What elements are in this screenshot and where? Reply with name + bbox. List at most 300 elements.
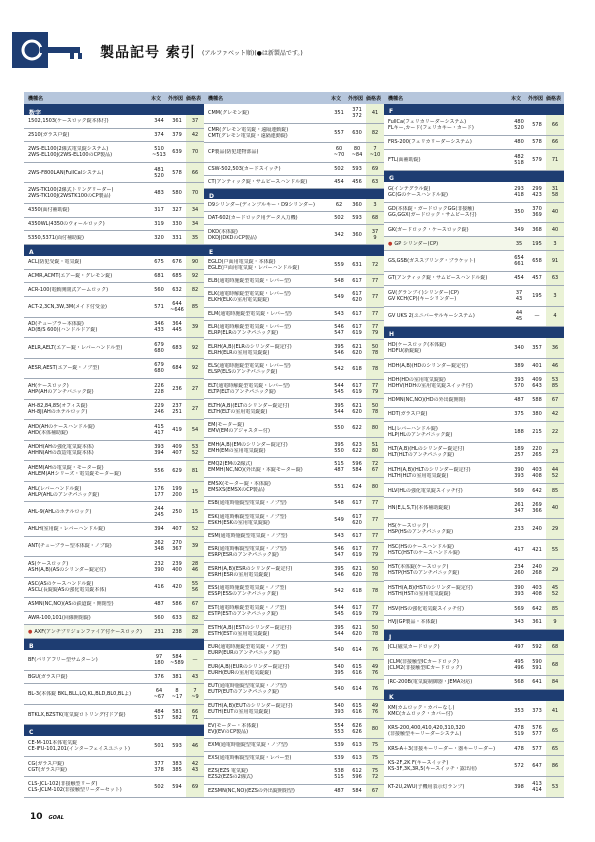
product-name-line [208,572,330,578]
product-name-text: ELRH(ELRの室用電気錠錠) [208,349,270,356]
text-page-value: 351 [334,110,344,117]
index-row [384,338,564,359]
text-page [330,202,348,208]
diagram-page-value: 368 [532,226,542,233]
product-name [388,606,510,612]
product-name-line [28,746,150,752]
diagram-page [528,411,546,417]
product-name-text: EXM(通電時施錠型電気錠・ノブ型) [208,741,288,748]
text-page [330,605,348,617]
diagram-page-value: — [534,313,540,320]
diagram-page [168,427,186,433]
price-page [366,124,384,143]
price-page [186,218,204,231]
product-name-text: AD(B/S 600)(ハンドルドア錠) [28,327,98,334]
price-page-value: 42 [191,131,199,138]
diagram-page [168,688,186,700]
product-name [28,543,150,549]
product-name [28,132,150,138]
price-page-value: 79 [371,388,379,395]
product-name-text: GK(ガードロック・ケースロック錠) [388,226,469,233]
price-page [186,256,204,269]
page-header [12,32,587,68]
diagram-page-value: 582 [172,714,182,721]
index-row [204,212,384,225]
product-name [28,304,150,310]
text-page-value: 62 [335,202,343,209]
diagram-page [348,130,366,136]
index-row [384,676,564,690]
price-page-value: 52 [191,526,199,533]
index-row [204,765,384,785]
text-page-value: 483 [154,190,164,197]
text-page [330,742,348,748]
index-row [24,297,204,318]
text-page [150,362,168,374]
price-page [366,752,384,764]
product-name-text: AHHN(AHの改造電気錠本体) [28,450,94,457]
text-page-value: 180 [154,659,164,666]
diagram-page-value: ~589 [170,659,184,666]
product-name-text: EMSX(モーター錠・本体錠) [208,480,271,487]
product-name-line [388,452,510,458]
index-row [384,251,564,272]
text-page-value: 390 [514,467,524,474]
brand-logo: GOAL [48,815,64,821]
product-name-text: CE-IFU-101,201(インターフェイスユニット) [28,746,130,753]
diagram-page [528,446,546,458]
diagram-page-value: 268 [532,570,542,577]
price-page-value: 68 [551,661,559,668]
diagram-page-value: 584 [352,467,362,474]
text-page-value: 569 [514,605,524,612]
diagram-page [168,629,186,635]
price-page [186,204,204,217]
product-name-text: HDMN(NC,NO)(HDの外出錠開閉) [388,397,466,404]
section-letter: K [389,693,394,701]
diagram-page-value: 372 [352,113,362,120]
price-page [366,212,384,224]
product-name [208,442,330,454]
diagram-page-value: 239 [172,560,182,567]
text-page [150,287,168,293]
product-name [28,170,150,176]
product-name-line [388,746,510,752]
text-page-value: 343 [514,619,524,626]
text-page-value: 538 [334,768,344,775]
index-row [24,482,204,503]
diagram-page-value: ~84 [351,152,363,159]
price-page-value: 72 [371,261,379,268]
product-name-line [388,258,510,264]
diagram-page-value: 588 [532,397,542,404]
index-row [384,641,564,655]
diagram-page-value: 413 [532,780,542,787]
product-name-text: 4350WL(4350のウォールロック) [28,220,105,227]
diagram-page [348,742,366,748]
product-name [28,657,150,663]
product-name-line [208,133,330,139]
price-page [366,765,384,784]
product-name-line [208,689,330,695]
price-page-value: 52 [551,591,559,598]
text-page-value: ~70 [333,152,345,159]
text-page-value: 543 [334,310,344,317]
product-name [208,566,330,578]
diagram-page-value: 619 [352,330,362,337]
price-page [546,560,564,580]
diagram-page-value: ~646 [170,306,184,313]
product-name [28,561,150,573]
index-row [384,560,564,581]
diagram-page-value: 238 [172,628,182,635]
product-name-line [28,118,150,124]
text-page-value: 246 [154,409,164,416]
price-page-value: 81 [191,467,199,474]
text-page [510,725,528,737]
product-name-text: ASMN(NC,NO)(ASの鉄道錠・開閉型) [28,601,114,608]
index-row [24,461,204,482]
diagram-page [528,746,546,752]
text-page-value: 393 [154,444,164,451]
diagram-page [168,584,186,590]
price-page [546,602,564,615]
product-name-line [28,152,150,158]
product-name-line [28,601,150,607]
price-page-value: 67 [371,787,379,794]
product-name [208,344,330,356]
product-name [388,426,510,438]
diagram-page-value: 380 [532,411,542,418]
text-page-value: 394 [154,450,164,457]
product-name [388,679,510,685]
product-name-text: EGLD(戸面用電気錠・本体錠) [208,258,276,265]
text-page-value: 543 [334,532,344,539]
price-page [366,458,384,477]
price-page [186,684,204,704]
product-name [388,619,510,625]
price-page-value: 43 [191,766,199,773]
text-page-value: 60 [335,146,343,153]
index-row [384,408,564,422]
diagram-page [348,484,366,490]
section-letter: F [389,108,394,115]
product-name-line [388,157,510,163]
section-letter: E [209,249,214,257]
diagram-page-value: 683 [172,344,182,351]
diagram-page [348,546,366,558]
index-row [204,602,384,622]
diagram-page [348,166,366,172]
product-name-text: HLV(HLの強化電気錠スイッチ付) [388,487,463,494]
price-page-value: 76 [371,647,379,654]
text-page-value: 502 [334,165,344,172]
index-row [204,458,384,478]
diagram-page-value: 220 [532,446,542,453]
index-row [24,537,204,558]
product-name-line [388,550,510,556]
product-name [388,564,510,576]
diagram-page-value: 639 [172,149,182,156]
text-page-value: 544 [334,408,344,415]
product-name [28,235,150,241]
price-page-value: 92 [191,365,199,372]
text-page-value: 395 [334,402,344,409]
diagram-page-value: 617 [352,382,362,389]
text-page [510,345,528,351]
text-page-value: 393 [514,377,524,384]
diagram-page-value: 594 [172,784,182,791]
diagram-page [528,467,546,479]
index-row [24,163,204,184]
text-page [150,468,168,474]
diagram-page-value: 592 [532,644,542,651]
index-row [204,321,384,341]
product-name-line [388,383,510,389]
price-page-value: 41 [371,110,379,117]
product-name-line [388,363,510,369]
text-page [510,746,528,752]
text-page-value: 545 [334,610,344,617]
diagram-page-value: 633 [172,615,182,622]
text-page-value: 390 [154,566,164,573]
product-name-line [208,297,330,303]
diagram-page [528,644,546,650]
text-page-value: 569 [514,487,524,494]
product-name [28,259,150,265]
text-page-value: 681 [154,272,164,279]
price-page-value: 15 [191,488,199,495]
section-letter: D [209,192,214,200]
new-product-mark-icon: ● [388,240,393,247]
diagram-page [168,561,186,573]
price-page-value: ~9 [191,694,199,701]
diagram-page-value: 577 [532,745,542,752]
product-name-line [28,509,150,515]
diagram-page-value: 620 [352,408,362,415]
product-name-line [388,766,510,772]
diagram-page [168,615,186,621]
product-name [28,365,150,371]
product-name-line [208,631,330,637]
price-page-value: 23 [551,449,559,456]
diagram-page [348,202,366,208]
section-letter: J [389,633,392,641]
product-name-text: ELKH(ELKの室用電気錠錠) [208,297,270,304]
product-name-line [28,492,150,498]
index-row [204,380,384,400]
column-header-label: 外形図 [168,96,184,102]
product-name-text: HN(E,L,S,T)(本体補助錠錠) [388,504,451,511]
product-name-line [388,139,510,145]
product-name-line [28,657,150,663]
product-name-text: FRS-200(フェリカリーダーシステム) [388,139,472,146]
section-header [24,104,204,115]
product-name-text: AHL-9(AHLのホテルロック) [28,509,92,516]
index-row [204,660,384,680]
diagram-page-value: 361 [532,619,542,626]
product-name-text: HSTH(A,B)(HSTのシリンダー錠定付) [388,585,473,592]
price-page-value: 53 [191,444,199,451]
text-page-value: 374 [154,131,164,138]
text-page [330,566,348,578]
diagram-page-value: 584 [352,787,362,794]
diagram-page [168,468,186,474]
diagram-page-value: 237 [172,403,182,410]
diagram-page [168,132,186,138]
price-page-value: 43 [191,673,199,680]
product-name-text: HST(本体錠(ケースロック) [388,564,449,571]
column-header-label: 本文 [331,96,342,102]
price-page-value: 54 [191,426,199,433]
product-name-line [208,742,330,748]
index-row [204,256,384,276]
section-letter: 数字 [29,110,42,117]
text-page [150,486,168,498]
price-page [546,223,564,236]
product-name-text: EGLE(戸面用電気錠・レバーハンドル錠) [208,264,300,271]
diagram-page-value: 630 [352,129,362,136]
product-name-text: HDHV(HDHの室用電気錠スイッチ付) [388,383,473,390]
price-page-value: 49 [371,663,379,670]
text-page-value: 349 [514,226,524,233]
diagram-page-value: 251 [172,409,182,416]
diagram-page-value: 456 [352,178,362,185]
price-page-value: 29 [551,567,559,574]
text-page [150,146,168,158]
product-name-text: ESTP(ESTのアンチパニック錠) [208,610,278,617]
price-page-value: 78 [371,571,379,578]
product-name-line [208,755,330,761]
product-name-text: 2WS-EL100(2線式電気錠システム) [28,146,109,153]
diagram-page-value: 624 [352,483,362,490]
price-page [366,700,384,719]
index-row [204,719,384,739]
diagram-page-value: 8 [175,688,179,695]
text-page-value: 487 [334,467,344,474]
diagram-page [348,324,366,336]
text-page-value: 231 [154,628,164,635]
product-name [388,186,510,198]
text-page-value: 394 [154,526,164,533]
diagram-page [528,564,546,576]
index-row [204,621,384,641]
section-letter: B [29,643,34,651]
product-name-text: HVJ(GP製品・本体錠) [388,619,438,626]
price-page [546,676,564,689]
product-name [28,118,150,124]
column-header [24,92,204,104]
text-page-value: 680 [154,347,164,354]
product-name [388,467,510,479]
product-name-line [28,327,150,333]
index-row [384,777,564,798]
diagram-page-value: 403 [532,585,542,592]
product-name [388,241,510,247]
text-page-value: 517 [154,714,164,721]
text-page [510,275,528,281]
product-name [28,383,150,395]
diagram-page-value: 581 [172,708,182,715]
text-page-value: 478 [514,745,524,752]
product-name [28,424,150,436]
product-name [208,229,330,241]
text-page [330,179,348,185]
text-page [510,526,528,532]
diagram-page-value: 199 [172,485,182,492]
product-name-text: EUT(通電時施錠型電気錠・ノブ型) [208,683,287,690]
text-page [510,644,528,650]
index-row [384,373,564,394]
price-page [186,283,204,296]
price-page-value: 36 [551,345,559,352]
text-page-value: 487 [154,601,164,608]
diagram-page [528,186,546,198]
text-page [330,546,348,558]
text-page-value: 550 [334,447,344,454]
diagram-page [348,461,366,473]
diagram-page [348,566,366,578]
product-name-line [28,615,150,621]
diagram-page-value: 626 [352,728,362,735]
product-name-text: CT(アンティック錠・サムピースハンドル錠) [208,178,308,185]
price-page-value: 66 [551,122,559,128]
product-name [388,313,510,319]
price-page [186,671,204,684]
price-page-value: 75 [371,768,379,775]
price-page [186,523,204,536]
product-name-line [208,729,330,735]
price-page [546,616,564,629]
product-name [208,683,330,695]
price-page-value: 67 [551,397,559,404]
product-name-text: HSTH(HSTの室用電気錠錠) [388,591,451,598]
product-name [388,784,510,790]
product-name-line [208,520,330,526]
product-name-text: AH(ケースロック) [28,382,69,389]
diagram-page-value: 617 [352,532,362,539]
text-page-value: 484 [154,708,164,715]
text-page [330,311,348,317]
product-name [388,488,510,494]
diagram-page-value: 622 [352,425,362,432]
price-page [366,308,384,320]
product-name [208,259,330,271]
column-header-label: 本文 [151,96,162,102]
price-page-value: 50 [371,402,379,409]
diagram-page-value: 195 [532,240,542,247]
price-page-value: 35 [191,234,199,241]
product-name-text: ASH(A,B)(ASのシリンダー錠定付) [28,566,106,573]
product-name-text: KM(カムロック・カバーなし) [388,704,455,711]
product-name-text: ELR(通電時解錠型電気錠・レバー型) [208,324,291,331]
diagram-page-value: 370 [532,206,542,213]
text-page [150,540,168,552]
index-row [384,307,564,328]
text-page [150,561,168,573]
diagram-page-value: 240 [532,564,542,571]
index-row [24,218,204,232]
column-header [204,92,384,104]
diagram-page [348,686,366,692]
diagram-page [168,486,186,498]
product-name-line [388,313,510,319]
diagram-page-value: 617 [352,278,362,285]
index-row [384,616,564,630]
price-page [366,510,384,529]
text-page [510,139,528,145]
product-name [28,581,150,593]
